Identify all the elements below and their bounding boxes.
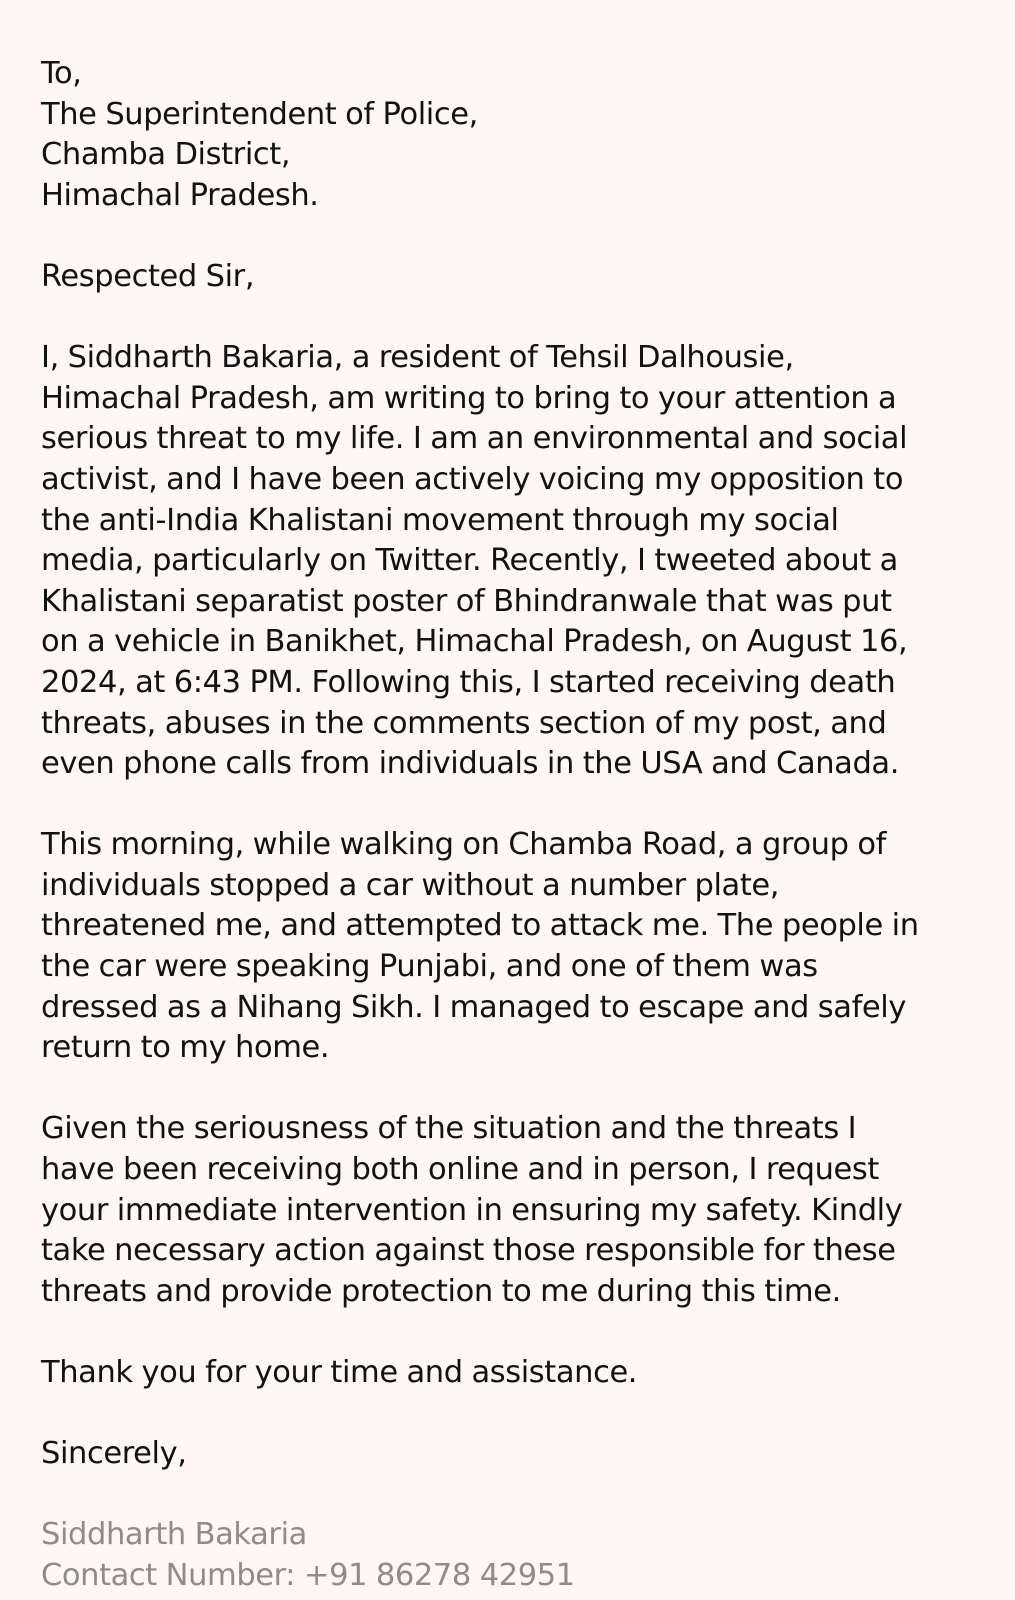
paragraph-line: Himachal Pradesh, am writing to bring to your attention a [41,380,897,416]
address-line: Chamba District, [41,137,291,173]
paragraph-line: threatened me, and attempted to attack me. The people in [41,908,919,944]
signature-name: Siddharth Bakaria [41,1517,307,1553]
contact-number: Contact Number: +91 86278 42951 [41,1557,575,1593]
recipient-address [41,54,981,216]
salutation-text: Respected Sir, [41,258,255,294]
paragraph-line: I, Siddharth Bakaria, a resident of Tehsil Dalhousie, [41,340,794,376]
paragraph-line: the anti-India Khalistani movement through my social [41,502,839,538]
closing-text: Sincerely, [41,1436,187,1472]
paragraph-line: threats and provide protection to me during this time. [41,1273,841,1309]
salutation [41,257,981,298]
signature-block [41,1515,981,1596]
paragraph-line: your immediate intervention in ensuring my safety. Kindly [41,1192,903,1228]
address-line: The Superintendent of Police, [41,96,478,132]
paragraph-line: activist, and I have been actively voicing my opposition to [41,461,904,497]
paragraph-line: have been receiving both online and in person, I request [41,1152,879,1188]
paragraph-incident [41,825,981,1069]
thanks-text: Thank you for your time and assistance. [41,1355,638,1390]
paragraph-line: Khalistani separatist poster of Bhindranwale that was put [41,583,892,619]
paragraph-line: take necessary action against those responsible for these [41,1233,896,1269]
address-line: To, [41,56,82,91]
paragraph-line: the car were speaking Punjabi, and one of them was [41,949,818,985]
closing [41,1434,981,1475]
paragraph-line: 2024, at 6:43 PM. Following this, I started receiving death [41,664,896,700]
paragraph-line: threats, abuses in the comments section of my post, and [41,705,887,741]
address-line: Himachal Pradesh. [41,177,319,213]
paragraph-line: This morning, while walking on Chamba Road, a group of [41,827,886,863]
thanks [41,1353,981,1394]
paragraph-introduction [41,338,981,785]
paragraph-request [41,1109,981,1312]
paragraph-line: on a vehicle in Banikhet, Himachal Pradesh, on August 16, [41,624,908,660]
paragraph-line: Given the seriousness of the situation and the threats I [41,1111,857,1147]
paragraph-line: return to my home. [41,1030,330,1066]
paragraph-line: even phone calls from individuals in the USA and Canada. [41,746,900,782]
paragraph-line: dressed as a Nihang Sikh. I managed to escape and safely [41,989,906,1025]
letter-body [41,54,981,1597]
paragraph-line: serious threat to my life. I am an environmental and social [41,421,908,457]
paragraph-line: individuals stopped a car without a number plate, [41,867,780,903]
paragraph-line: media, particularly on Twitter. Recently, I tweeted about a [41,543,898,579]
